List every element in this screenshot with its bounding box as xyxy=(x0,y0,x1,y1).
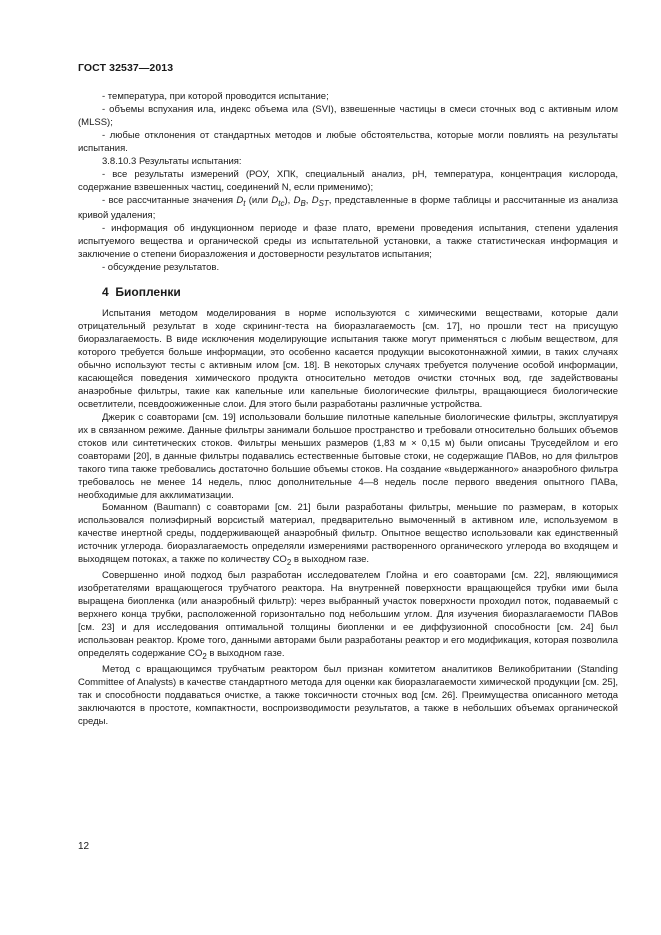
paragraph-rotating-tube-method: Метод с вращающимся трубчатым реактором был признан комитетом аналитиков Великобритании (Standing Committee of Analysts) в качестве стандартного метода для оценки как биоразлагаемости химической продукции [см. 25], так и способности поддаваться очистке, а также токсичности сточных вод [см. 26]. Преимущества описанного метода заключаются в простоте, компактности, воспроизводимости результатов, а также в небольших объемах органической среды. xyxy=(78,663,618,727)
subsection-heading: 3.8.10.3 Результаты испытания: xyxy=(102,155,242,167)
document-header: ГОСТ 32537—2013 xyxy=(78,62,174,74)
paragraph-gloyna-reactor: Совершенно иной подход был разработан исследователем Глойна и его соавторами [см. 22], являющимися изобретателями вращающегося трубчатого реактора. На внутренней поверхности вращающейся трубки ими была выращена биопленка (или анаэробный фильтр): через выбранный участок поверхности проходил поток, подаваемый с верхнего конца трубки, расположенной горизонтально под небольшим углом. Для изучения биоразлагаемости ПАВов [см. 23] и для исследования оптимальной толщины биопленки и ее диффузионной способности [см. 24] был использован реактор. Кроме того, данными авторами были разработаны реактор и его модификация, которая позволила определять содержание $CO_2$ в выходном газе. xyxy=(78,570,618,661)
page-number: 12 xyxy=(78,841,90,852)
list-item-measurement-results: - все результаты измерений (РОУ, ХПК, специальный анализ, рН, температура, концентрация кислорода, содержание взвешенных частиц, соединений N, если применимо); xyxy=(78,168,618,193)
document-body xyxy=(78,91,618,728)
list-item-temperature: - температура, при которой проводится испытание; xyxy=(102,91,329,102)
section-number: 4 xyxy=(102,285,109,300)
section-title: Биопленки xyxy=(115,285,181,300)
paragraph-jerick-filters: Джерик с соавторами [см. 19] использовали большие пилотные капельные биологические фильтры, эксплуатируя их в связанном режиме. Данные фильтры занимали большое пространство и требовали относительно больших объемов стоков или синтетических стоков. Фильтры меньших размеров (1,83 м × 0,15 м) были описаны Труседейлом и его соавторами [20], в данные фильтры подавались естественные бытовые стоки, не содержащие ПАВов, но для фильтров такого типа также требовались достаточно большие объемы стоков. На создание «выдержанного» анаэробного фильтра требовалось не менее 14 недель, плюс дополнительные 4—8 недель после первого введения опытного ПАВа, необходимые для акклиматизации. xyxy=(78,411,618,501)
paragraph-baumann-filters: Боманном (Baumann) с соавторами [см. 21] были разработаны фильтры, меньшие по размерам, в которых использовался полиэфирный ворсистый материал, предварительно вымоченный в активном иле, используемом в качестве инертной среды, поддерживающей анаэробный фильтр. Опытное вещество использовали как единственный источник углерода. биоразлагаемость определяли измерениями растворенного органического углерода во входящем и выходящем потоках, а также по количеству $CO_2$ в выходном газе. xyxy=(78,502,618,568)
list-item-discussion: - обсуждение результатов. xyxy=(102,262,220,274)
paragraph-simulation-tests: Испытания методом моделирования в норме используются с химическими веществами, которые дали отрицательный результат в ходе скрининг-теста на биоразлагаемость [см. 17], но прошли тест на присущую биоразлагаемость. В виде исключения моделирующие испытания также могут применяться с любым веществом, для которого требуется больше информации, это особенно касается продукции высокотоннажной химии, в таких случаях обычно используют тесты с активным илом [см. 18]. В некоторых случаях требуется получение особой информации, касающейся поведения химического продукта относительно методов очистки сточных вод, где задействованы анаэробные фильтры, такие как капельные или капельные биологические фильтры, вращающиеся биологические осветлители, псевдоожиженные слои. Для этого были разработаны различные устройства. xyxy=(78,308,618,410)
section-heading xyxy=(78,286,618,299)
list-item-induction-period: - информация об индукционном периоде и фазе плато, времени проведения испытания, степени удаления испытуемого вещества и органической среды из испытательной установки, а также статистическая информация и заключение о степени биоразложения и достоверности результатов испытания; xyxy=(78,223,618,261)
list-item-calculated-values: - все рассчитанные значения $D_t$ (или $D_{tc}$), $D_B$, $D_{ST}$, представленные в форме таблицы и рассчитанные из анализа кривой удаления; xyxy=(78,194,618,222)
list-item-sludge-volumes: - объемы вспухания ила, индекс объема ила (SVI), взвешенные частицы в смеси сточных вод с активным илом (MLSS); xyxy=(78,103,618,128)
list-item-deviations: - любые отклонения от стандартных методов и любые обстоятельства, которые могли повлиять на результаты испытания. xyxy=(78,129,618,154)
